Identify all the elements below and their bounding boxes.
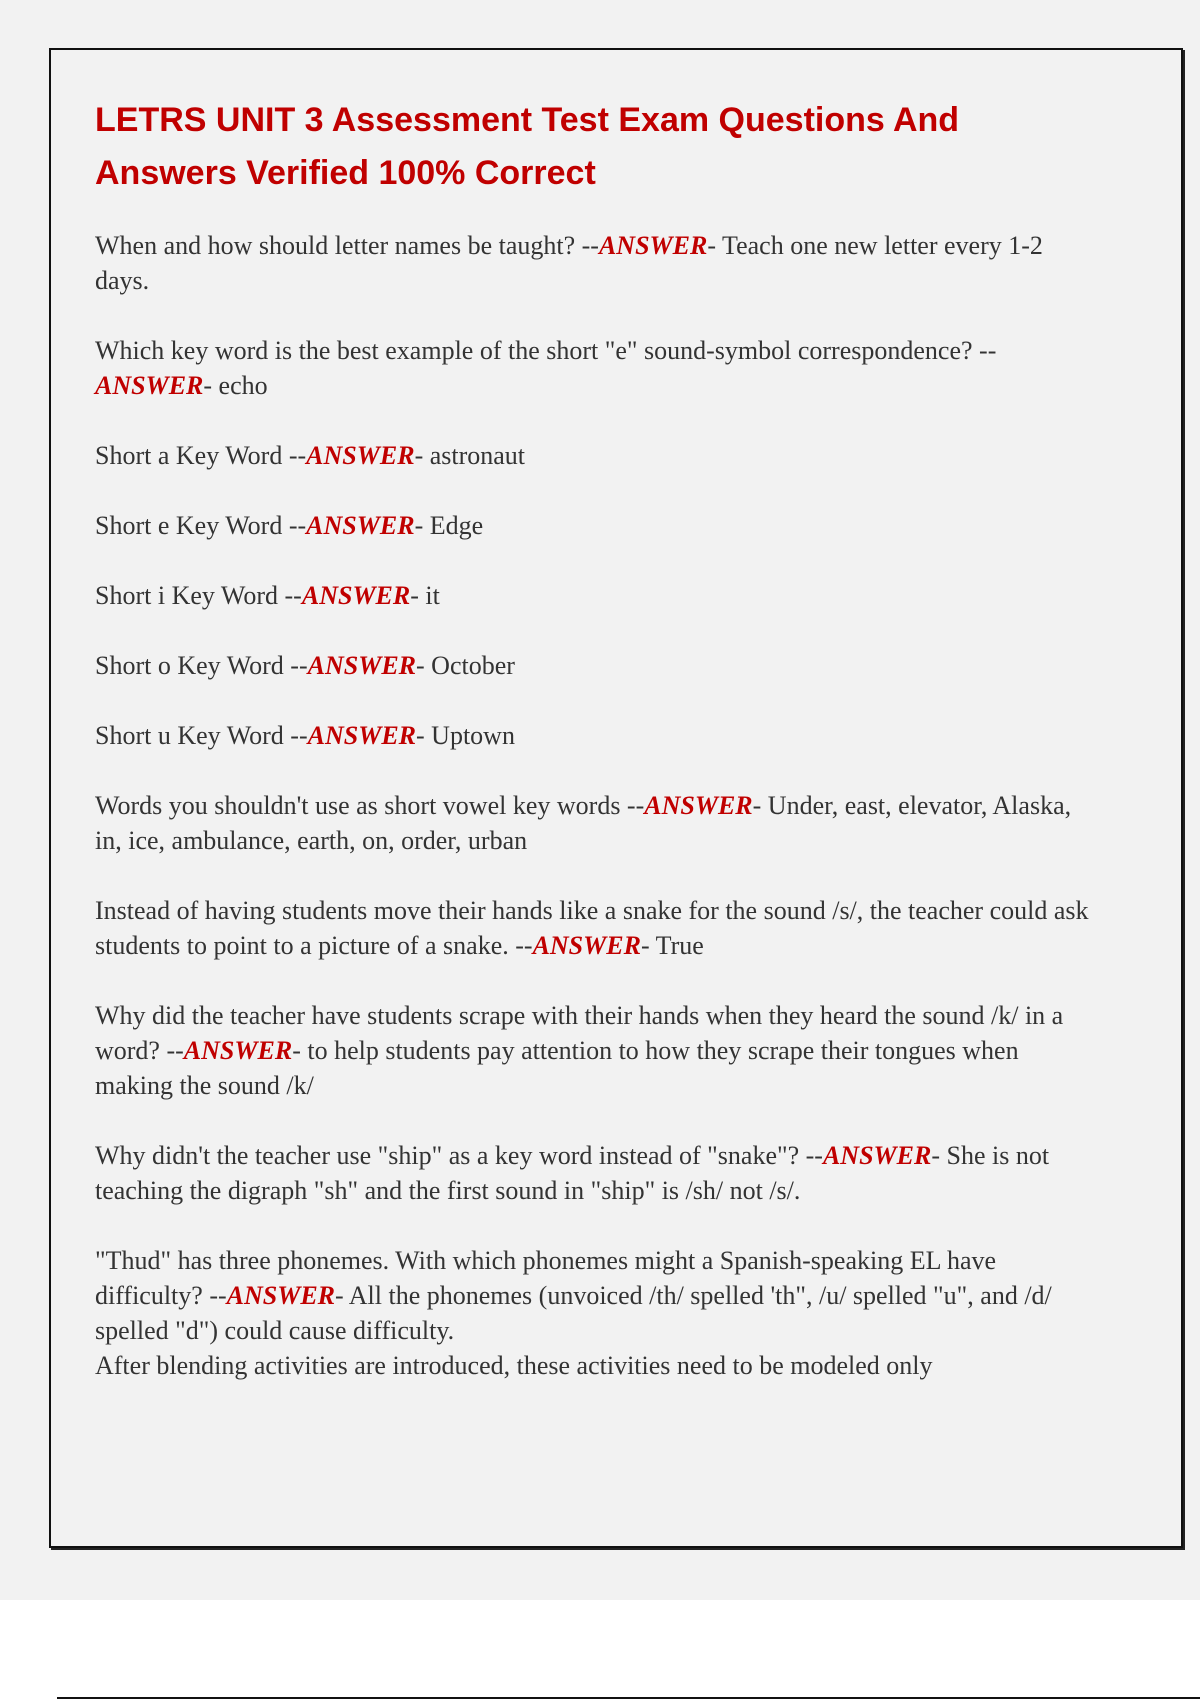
- answer-text: - Uptown: [416, 721, 515, 750]
- answer-label: ANSWER: [306, 511, 415, 540]
- answer-text: - to help students pay attention to how they scrape their tongues when making the sound /k/: [95, 1036, 1019, 1100]
- answer-text: - astronaut: [414, 441, 526, 470]
- qa-item: [95, 718, 1095, 753]
- answer-label: ANSWER: [307, 651, 417, 680]
- question-text: Short o Key Word --: [95, 651, 308, 680]
- qa-item: [95, 893, 1095, 963]
- qa-item: [95, 998, 1095, 1103]
- question-text: Short u Key Word --: [95, 721, 308, 750]
- answer-label: ANSWER: [306, 441, 415, 470]
- answer-label: ANSWER: [598, 231, 708, 260]
- qa-item: [95, 1138, 1095, 1208]
- qa-item: [95, 333, 1095, 403]
- answer-label: ANSWER: [822, 1141, 932, 1170]
- answer-label: ANSWER: [226, 1281, 336, 1310]
- qa-item: [95, 508, 1095, 543]
- answer-label: ANSWER: [644, 791, 753, 820]
- answer-label: ANSWER: [307, 721, 417, 750]
- answer-text: - True: [640, 931, 704, 960]
- question-text: Short i Key Word --: [95, 581, 302, 610]
- qa-item: [95, 438, 1095, 473]
- qa-item: [95, 788, 1095, 858]
- question-text: Why didn't the teacher use "ship" as a key word instead of "snake"? --: [95, 1141, 823, 1170]
- answer-text: - Edge: [414, 511, 484, 540]
- answer-label: ANSWER: [95, 371, 204, 400]
- question-text: Which key word is the best example of the short "e" sound-symbol correspondence? --: [95, 336, 997, 365]
- qa-item: [95, 1243, 1095, 1348]
- question-text: Why did the teacher have students scrape with their hands when they heard the sound /k/ in a word? --: [95, 1001, 1064, 1065]
- answer-text: - echo: [203, 371, 268, 400]
- question-text: Short e Key Word --: [95, 511, 307, 540]
- trailing-question-text: After blending activities are introduced, these activities need to be modeled only: [95, 1351, 933, 1380]
- answer-label: ANSWER: [301, 581, 411, 610]
- document-content: [95, 94, 1095, 1418]
- answer-label: ANSWER: [532, 931, 641, 960]
- answer-text: - Teach one new letter every 1-2 days.: [95, 231, 1043, 295]
- answer-text: - Under, east, elevator, Alaska, in, ice, ambulance, earth, on, order, urban: [95, 791, 1072, 855]
- answer-text: - October: [416, 651, 515, 680]
- qa-item: [95, 648, 1095, 683]
- answer-text: - She is not teaching the digraph "sh" and the first sound in "ship" is /sh/ not /s/.: [95, 1141, 1050, 1205]
- answer-text: - it: [410, 581, 440, 610]
- qa-item: [95, 228, 1095, 298]
- question-text: Short a Key Word --: [95, 441, 307, 470]
- answer-label: ANSWER: [183, 1036, 293, 1065]
- document-title: LETRS UNIT 3 Assessment Test Exam Questions And Answers Verified 100% Correct: [95, 101, 960, 192]
- qa-item: [95, 578, 1095, 613]
- question-text: "Thud" has three phonemes. With which phonemes might a Spanish-speaking EL have difficulty? --: [95, 1246, 997, 1310]
- answer-text: - All the phonemes (unvoiced /th/ spelled 'th", /u/ spelled "u", and /d/ spelled "d") could cause difficulty.: [95, 1281, 1052, 1345]
- question-text: When and how should letter names be taught? --: [95, 231, 599, 260]
- question-text: Instead of having students move their hands like a snake for the sound /s/, the teacher could ask students to point to a picture of a snake. --: [95, 896, 1089, 960]
- page-divider: [57, 1697, 1200, 1699]
- question-text: Words you shouldn't use as short vowel key words --: [95, 791, 645, 820]
